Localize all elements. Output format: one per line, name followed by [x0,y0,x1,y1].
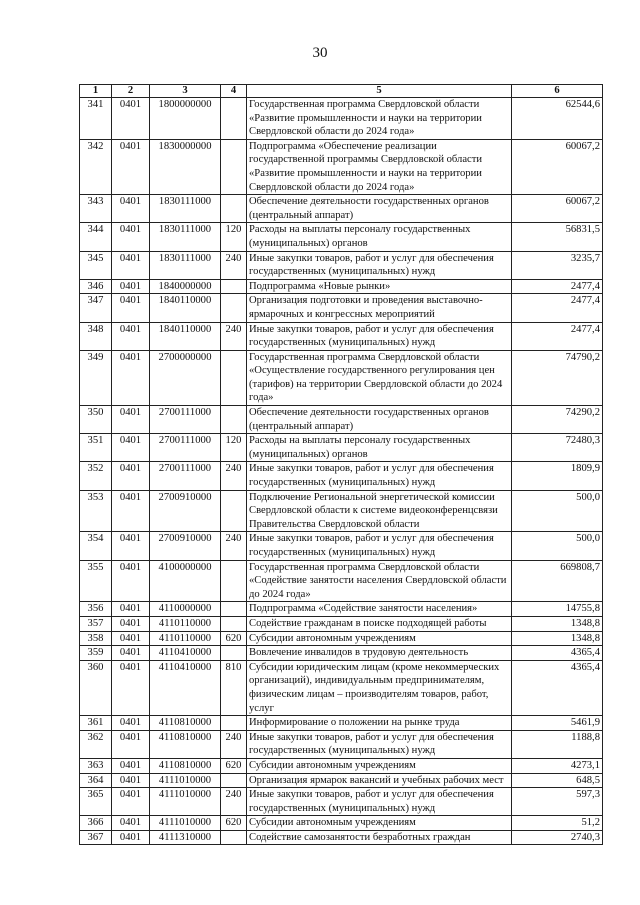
expense-type-code: 240 [221,462,247,490]
table-row [80,294,603,322]
expense-type-code: 240 [221,251,247,279]
item-amount: 2477,4 [512,294,603,322]
section-code: 0401 [112,716,150,731]
item-amount: 2477,4 [512,279,603,294]
row-number: 356 [80,602,112,617]
section-code: 0401 [112,758,150,773]
item-name: Иные закупки товаров, работ и услуг для обеспечения государственных (муниципальных) нужд [247,532,512,560]
section-code: 0401 [112,532,150,560]
target-article-code: 1830000000 [150,139,221,194]
target-article-code: 2700111000 [150,462,221,490]
table-header-row [80,85,603,98]
table-row [80,560,603,602]
target-article-code: 4110810000 [150,730,221,758]
expense-type-code [221,560,247,602]
target-article-code: 4100000000 [150,560,221,602]
table-row [80,631,603,646]
expense-type-code [221,98,247,140]
table-row [80,716,603,731]
row-number: 365 [80,788,112,816]
expense-type-code: 120 [221,223,247,251]
item-name: Обеспечение деятельности государственных органов (центральный аппарат) [247,406,512,434]
table-row [80,602,603,617]
item-name: Государственная программа Свердловской области «Развитие промышленности и науки на территории Свердловской области до 2024 года» [247,98,512,140]
section-code: 0401 [112,195,150,223]
expense-type-code: 620 [221,816,247,831]
item-amount: 56831,5 [512,223,603,251]
header-col-4: 4 [221,85,247,98]
expense-type-code [221,350,247,405]
header-col-6: 6 [512,85,603,98]
row-number: 352 [80,462,112,490]
row-number: 363 [80,758,112,773]
expense-type-code [221,139,247,194]
expense-type-code: 240 [221,788,247,816]
item-name: Субсидии автономным учреждениям [247,816,512,831]
section-code: 0401 [112,646,150,661]
table-row [80,758,603,773]
expense-type-code [221,490,247,532]
section-code: 0401 [112,434,150,462]
item-amount: 60067,2 [512,139,603,194]
expense-type-code: 810 [221,660,247,715]
target-article-code: 1840000000 [150,279,221,294]
item-name: Подключение Региональной энергетической комиссии Свердловской области к системе видеоконференцсвязи Правительства Свердловской области [247,490,512,532]
row-number: 344 [80,223,112,251]
item-amount: 4273,1 [512,758,603,773]
row-number: 342 [80,139,112,194]
item-amount: 4365,4 [512,646,603,661]
item-amount: 3235,7 [512,251,603,279]
section-code: 0401 [112,98,150,140]
item-amount: 72480,3 [512,434,603,462]
row-number: 349 [80,350,112,405]
section-code: 0401 [112,406,150,434]
item-name: Расходы на выплаты персоналу государственных (муниципальных) органов [247,223,512,251]
row-number: 341 [80,98,112,140]
table-row [80,406,603,434]
expense-type-code: 120 [221,434,247,462]
item-amount: 14755,8 [512,602,603,617]
expense-type-code [221,830,247,845]
budget-table [79,84,603,845]
row-number: 345 [80,251,112,279]
item-name: Субсидии автономным учреждениям [247,631,512,646]
expense-type-code [221,294,247,322]
expense-type-code: 240 [221,322,247,350]
header-col-1: 1 [80,85,112,98]
item-name: Иные закупки товаров, работ и услуг для обеспечения государственных (муниципальных) нужд [247,462,512,490]
table-row [80,616,603,631]
section-code: 0401 [112,350,150,405]
target-article-code: 4110000000 [150,602,221,617]
table-row [80,98,603,140]
section-code: 0401 [112,322,150,350]
row-number: 350 [80,406,112,434]
item-name: Вовлечение инвалидов в трудовую деятельность [247,646,512,661]
section-code: 0401 [112,730,150,758]
target-article-code: 2700111000 [150,406,221,434]
row-number: 351 [80,434,112,462]
item-amount: 2477,4 [512,322,603,350]
item-name: Подпрограмма «Содействие занятости населения» [247,602,512,617]
section-code: 0401 [112,660,150,715]
row-number: 362 [80,730,112,758]
item-name: Содействие самозанятости безработных граждан [247,830,512,845]
target-article-code: 4111010000 [150,773,221,788]
table-row [80,322,603,350]
item-name: Иные закупки товаров, работ и услуг для обеспечения государственных (муниципальных) нужд [247,322,512,350]
section-code: 0401 [112,223,150,251]
item-amount: 74290,2 [512,406,603,434]
target-article-code: 4110410000 [150,660,221,715]
section-code: 0401 [112,616,150,631]
row-number: 358 [80,631,112,646]
section-code: 0401 [112,139,150,194]
target-article-code: 1800000000 [150,98,221,140]
table-row [80,139,603,194]
item-amount: 648,5 [512,773,603,788]
item-amount: 500,0 [512,532,603,560]
table-row [80,251,603,279]
table-row [80,730,603,758]
item-name: Субсидии юридическим лицам (кроме некоммерческих организаций), индивидуальным предпринимателям, физическим лицам – производителям товаров, работ, услуг [247,660,512,715]
row-number: 354 [80,532,112,560]
item-amount: 597,3 [512,788,603,816]
target-article-code: 1840110000 [150,294,221,322]
expense-type-code [221,279,247,294]
item-amount: 500,0 [512,490,603,532]
item-amount: 60067,2 [512,195,603,223]
table-row [80,434,603,462]
item-name: Государственная программа Свердловской области «Содействие занятости населения Свердловской области до 2024 года» [247,560,512,602]
section-code: 0401 [112,462,150,490]
target-article-code: 4111010000 [150,788,221,816]
item-name: Иные закупки товаров, работ и услуг для обеспечения государственных (муниципальных) нужд [247,788,512,816]
expense-type-code [221,406,247,434]
row-number: 347 [80,294,112,322]
section-code: 0401 [112,816,150,831]
item-name: Подпрограмма «Обеспечение реализации государственной программы Свердловской области «Развитие промышленности и науки на территории Свердловской области до 2024 года» [247,139,512,194]
table-row [80,646,603,661]
item-amount: 1348,8 [512,631,603,646]
table-row [80,816,603,831]
item-name: Информирование о положении на рынке труда [247,716,512,731]
expense-type-code: 620 [221,631,247,646]
item-name: Подпрограмма «Новые рынки» [247,279,512,294]
section-code: 0401 [112,602,150,617]
row-number: 346 [80,279,112,294]
section-code: 0401 [112,773,150,788]
item-name: Расходы на выплаты персоналу государственных (муниципальных) органов [247,434,512,462]
target-article-code: 1830111000 [150,223,221,251]
table-row [80,490,603,532]
expense-type-code [221,646,247,661]
table-row [80,660,603,715]
expense-type-code [221,602,247,617]
header-col-5: 5 [247,85,512,98]
header-col-2: 2 [112,85,150,98]
row-number: 360 [80,660,112,715]
section-code: 0401 [112,251,150,279]
row-number: 343 [80,195,112,223]
item-amount: 1809,9 [512,462,603,490]
target-article-code: 2700111000 [150,434,221,462]
section-code: 0401 [112,631,150,646]
target-article-code: 1830111000 [150,251,221,279]
header-col-3: 3 [150,85,221,98]
target-article-code: 2700910000 [150,532,221,560]
target-article-code: 4110810000 [150,716,221,731]
target-article-code: 1830111000 [150,195,221,223]
section-code: 0401 [112,788,150,816]
row-number: 357 [80,616,112,631]
target-article-code: 4110110000 [150,631,221,646]
target-article-code: 4110410000 [150,646,221,661]
section-code: 0401 [112,294,150,322]
item-name: Субсидии автономным учреждениям [247,758,512,773]
table-row [80,223,603,251]
table-row [80,773,603,788]
item-name: Организация ярмарок вакансий и учебных рабочих мест [247,773,512,788]
expense-type-code [221,616,247,631]
item-name: Иные закупки товаров, работ и услуг для обеспечения государственных (муниципальных) нужд [247,251,512,279]
row-number: 367 [80,830,112,845]
target-article-code: 4111010000 [150,816,221,831]
item-amount: 1188,8 [512,730,603,758]
row-number: 361 [80,716,112,731]
section-code: 0401 [112,830,150,845]
table-row [80,195,603,223]
item-amount: 51,2 [512,816,603,831]
table-body [80,98,603,845]
target-article-code: 2700000000 [150,350,221,405]
item-name: Обеспечение деятельности государственных органов (центральный аппарат) [247,195,512,223]
item-amount: 74790,2 [512,350,603,405]
item-name: Иные закупки товаров, работ и услуг для обеспечения государственных (муниципальных) нужд [247,730,512,758]
item-name: Содействие гражданам в поиске подходящей работы [247,616,512,631]
expense-type-code [221,716,247,731]
row-number: 353 [80,490,112,532]
target-article-code: 4110110000 [150,616,221,631]
table-row [80,279,603,294]
target-article-code: 2700910000 [150,490,221,532]
table-row [80,462,603,490]
expense-type-code: 240 [221,532,247,560]
row-number: 359 [80,646,112,661]
target-article-code: 1840110000 [150,322,221,350]
row-number: 366 [80,816,112,831]
section-code: 0401 [112,560,150,602]
section-code: 0401 [112,490,150,532]
table-row [80,532,603,560]
table-row [80,788,603,816]
row-number: 355 [80,560,112,602]
item-amount: 2740,3 [512,830,603,845]
target-article-code: 4111310000 [150,830,221,845]
page-number: 30 [312,45,328,61]
section-code: 0401 [112,279,150,294]
item-name: Организация подготовки и проведения выставочно-ярмарочных и конгрессных мероприятий [247,294,512,322]
expense-type-code: 240 [221,730,247,758]
table-row [80,350,603,405]
expense-type-code [221,773,247,788]
row-number: 348 [80,322,112,350]
expense-type-code: 620 [221,758,247,773]
item-amount: 62544,6 [512,98,603,140]
item-name: Государственная программа Свердловской области «Осуществление государственного регулирования цен (тарифов) на территории Свердловской области до 2024 года» [247,350,512,405]
expense-type-code [221,195,247,223]
table-row [80,830,603,845]
item-amount: 4365,4 [512,660,603,715]
item-amount: 5461,9 [512,716,603,731]
item-amount: 669808,7 [512,560,603,602]
row-number: 364 [80,773,112,788]
item-amount: 1348,8 [512,616,603,631]
target-article-code: 4110810000 [150,758,221,773]
